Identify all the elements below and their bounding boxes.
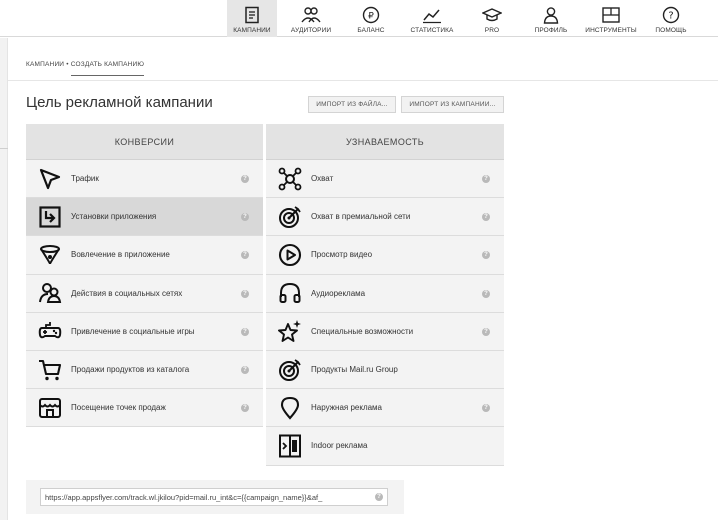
svg-text:?: ? bbox=[668, 10, 674, 22]
nav-item-tools[interactable] bbox=[584, 0, 638, 37]
objective-label: Продукты Mail.ru Group bbox=[311, 365, 398, 375]
help-icon[interactable]: ? bbox=[241, 213, 249, 221]
nav-item-balance[interactable] bbox=[348, 0, 394, 37]
objective-special-features[interactable] bbox=[266, 313, 504, 351]
objective-catalog-sales[interactable] bbox=[26, 351, 263, 389]
target-icon bbox=[278, 205, 302, 229]
help-icon[interactable]: ? bbox=[241, 328, 249, 336]
objective-video-views[interactable] bbox=[266, 236, 504, 274]
ruble-icon bbox=[360, 5, 382, 25]
svg-text:₽: ₽ bbox=[368, 11, 374, 22]
nav-item-pro[interactable] bbox=[472, 0, 512, 37]
stars-icon bbox=[278, 319, 302, 343]
nav-label: СТАТИСТИКА bbox=[410, 27, 454, 34]
nav-item-campaigns[interactable] bbox=[227, 0, 277, 37]
objective-label: Установки приложения bbox=[71, 212, 157, 222]
objective-label: Охват в премиальной сети bbox=[311, 212, 411, 222]
breadcrumb-current: СОЗДАТЬ КАМПАНИЮ bbox=[71, 61, 144, 76]
cart-icon bbox=[38, 358, 62, 382]
store-icon bbox=[38, 396, 62, 420]
nav-label: КАМПАНИИ bbox=[233, 27, 271, 34]
objective-label: Охват bbox=[311, 174, 334, 184]
nav-label: ПРОФИЛЬ bbox=[534, 27, 568, 34]
help-icon[interactable]: ? bbox=[482, 290, 490, 298]
nav-label: ИНСТРУМЕНТЫ bbox=[585, 27, 637, 34]
gamepad-icon bbox=[38, 319, 62, 343]
breadcrumb bbox=[26, 61, 144, 68]
breadcrumb-root[interactable]: КАМПАНИИ bbox=[26, 61, 65, 68]
awareness-column bbox=[266, 124, 504, 466]
statistics-icon bbox=[421, 5, 443, 25]
conversions-column bbox=[26, 124, 263, 427]
profile-icon bbox=[540, 5, 562, 25]
top-navigation bbox=[0, 0, 718, 37]
help-icon[interactable]: ? bbox=[482, 175, 490, 183]
help-icon[interactable]: ? bbox=[241, 290, 249, 298]
objective-label: Специальные возможности bbox=[311, 326, 414, 336]
objective-label: Привлечение в социальные игры bbox=[71, 326, 195, 336]
objective-label: Посещение точек продаж bbox=[71, 403, 166, 413]
help-icon[interactable]: ? bbox=[241, 404, 249, 412]
door-icon bbox=[278, 434, 302, 458]
objective-outdoor-ads[interactable] bbox=[266, 389, 504, 427]
objective-social-actions[interactable] bbox=[26, 275, 263, 313]
help-icon bbox=[660, 5, 682, 25]
objective-audio-ads[interactable] bbox=[266, 275, 504, 313]
import-from-campaign-button[interactable]: ИМПОРТ ИЗ КАМПАНИИ... bbox=[401, 96, 504, 113]
cursor-icon bbox=[38, 167, 62, 191]
divider bbox=[8, 80, 718, 81]
nav-label: АУДИТОРИИ bbox=[290, 27, 332, 34]
nav-label: PRO bbox=[484, 27, 500, 34]
objective-app-installs[interactable] bbox=[26, 198, 263, 236]
nav-item-profile[interactable] bbox=[526, 0, 576, 37]
nav-label: ПОМОЩЬ bbox=[655, 27, 687, 34]
map-pin-icon bbox=[278, 396, 302, 420]
objective-label: Продажи продуктов из каталога bbox=[71, 365, 190, 375]
objective-traffic[interactable] bbox=[26, 160, 263, 198]
audiences-icon bbox=[300, 5, 322, 25]
awareness-header: УЗНАВАЕМОСТЬ bbox=[266, 124, 504, 160]
tools-icon bbox=[600, 5, 622, 25]
social-people-icon bbox=[38, 281, 62, 305]
breadcrumb-separator: • bbox=[66, 61, 69, 68]
network-icon bbox=[278, 167, 302, 191]
nav-label: БАЛАНС bbox=[357, 27, 385, 34]
graduation-cap-icon bbox=[481, 5, 503, 25]
objective-premium-reach[interactable] bbox=[266, 198, 504, 236]
funnel-icon bbox=[38, 243, 62, 267]
download-box-icon bbox=[38, 205, 62, 229]
nav-item-statistics[interactable] bbox=[404, 0, 460, 37]
conversions-header: КОНВЕРСИИ bbox=[26, 124, 263, 160]
help-icon[interactable]: ? bbox=[482, 251, 490, 259]
left-sidebar-strip bbox=[0, 38, 8, 520]
target-icon bbox=[278, 358, 302, 382]
help-icon[interactable]: ? bbox=[375, 493, 383, 501]
objective-social-games[interactable] bbox=[26, 313, 263, 351]
objective-reach[interactable] bbox=[266, 160, 504, 198]
objective-mailru-products[interactable] bbox=[266, 351, 504, 389]
headphones-icon bbox=[278, 281, 302, 305]
objective-label: Просмотр видео bbox=[311, 250, 373, 260]
objective-label: Трафик bbox=[71, 174, 99, 184]
play-icon bbox=[278, 243, 302, 267]
page-title: Цель рекламной кампании bbox=[26, 94, 213, 111]
objective-label: Indoor реклама bbox=[311, 441, 368, 451]
help-icon[interactable]: ? bbox=[241, 175, 249, 183]
objective-label: Вовлечение в приложение bbox=[71, 250, 170, 260]
help-icon[interactable]: ? bbox=[241, 251, 249, 259]
help-icon[interactable]: ? bbox=[482, 404, 490, 412]
import-from-file-button[interactable]: ИМПОРТ ИЗ ФАЙЛА... bbox=[308, 96, 396, 113]
campaigns-icon bbox=[241, 5, 263, 25]
objective-store-visits[interactable] bbox=[26, 389, 263, 427]
nav-item-help[interactable] bbox=[648, 0, 694, 37]
nav-item-audiences[interactable] bbox=[284, 0, 338, 37]
objective-indoor-ads[interactable] bbox=[266, 427, 504, 465]
tracking-url-input[interactable]: https://app.appsflyer.com/track.wl.jkilou?pid=mail.ru_int&c={{campaign_name}}&af_ bbox=[40, 488, 388, 506]
objective-label: Наружная реклама bbox=[311, 403, 383, 413]
objective-label: Действия в социальных сетях bbox=[71, 288, 183, 298]
help-icon[interactable]: ? bbox=[482, 328, 490, 336]
objective-app-engagement[interactable] bbox=[26, 236, 263, 274]
help-icon[interactable]: ? bbox=[241, 366, 249, 374]
objective-label: Аудиореклама bbox=[311, 288, 366, 298]
help-icon[interactable]: ? bbox=[482, 213, 490, 221]
